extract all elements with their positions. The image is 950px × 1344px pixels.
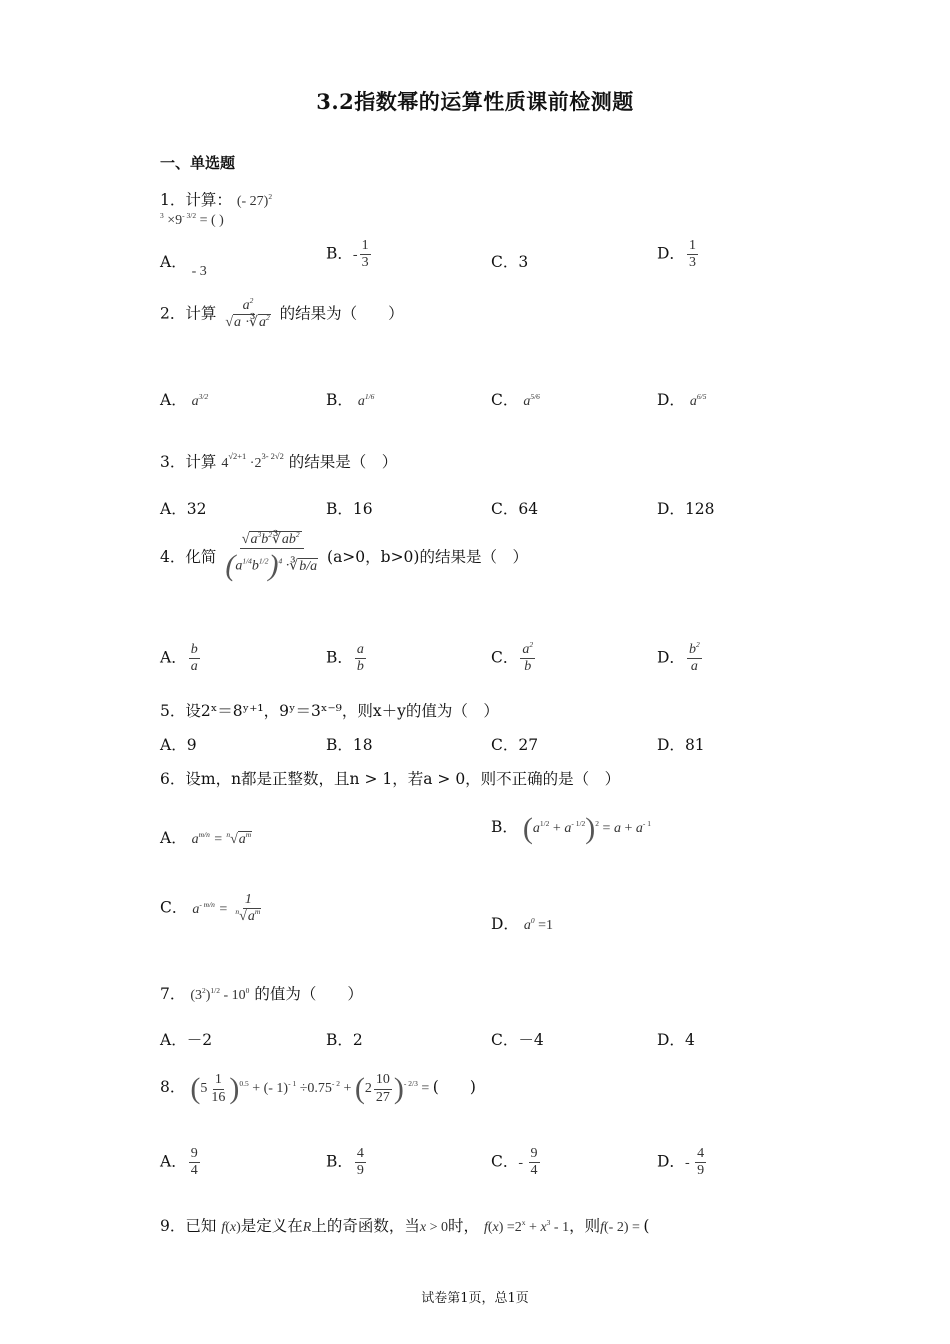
q2-expression: $\frac{a^2}{√a \cdot∛a^2}$: [225, 296, 270, 331]
q1-expression: (- $27)^{2 3} \times 9^{- 3/2}$ = ( ): [160, 192, 273, 228]
question-8: 8． (5 $\frac{1}{16}$ )$^{0.5}$ + (- $1)^{- 1} \div 0.75^{- 2} + (2$ $\frac{10}{27}$ )$^{- 2/3}$ = ( ): [160, 1072, 476, 1105]
q1-option-d[interactable]: D． $\frac{1}{3}$: [657, 238, 696, 271]
question-5: 5．设2ˣ＝8ʸ⁺¹，9ʸ＝3ˣ⁻⁹，则x＋y的值为（ ）: [160, 702, 499, 720]
q4-option-d[interactable]: D． $\frac{b^2}{a}$: [657, 640, 700, 675]
question-6: 6．设m，n都是正整数，且n > 1，若a > 0，则不正确的是（ ）: [160, 770, 621, 788]
q3-option-c[interactable]: C．64: [491, 500, 539, 518]
q8-option-a[interactable]: A． $\frac{9}{4}$: [160, 1146, 198, 1179]
page-footer: 试卷第1页，总1页: [421, 1291, 529, 1306]
q6-option-b[interactable]: B． $(a^{1/2} + a^{- 1/2})^2 = a + a^{- 1}$: [491, 812, 651, 845]
question-3: 3．计算 $4^{√2+1} \cdot 2^{3- 2√2}$ 的结果是（ ）: [160, 451, 398, 471]
q8-option-b[interactable]: B． $\frac{4}{9}$: [326, 1146, 364, 1179]
question-1: 1．计算： (- $27)^{2 3} \times 9^{- 3/2}$ = ( ): [160, 191, 273, 228]
q5-option-a[interactable]: A．9: [160, 736, 197, 754]
question-4: 4．化简 $\frac{√a^3b^2∛ab^2}{(a^{1/4}b^{1/2})^4 \cdot∛b/a}$ (a>0，b>0)的结果是（ ）: [160, 530, 528, 583]
q4-option-a[interactable]: A． $\frac{b}{a}$: [160, 642, 198, 675]
q4-option-c[interactable]: C． $\frac{a^2}{b}$: [491, 640, 534, 675]
q2-option-a[interactable]: A． $a^{3/2}$: [160, 391, 209, 409]
section-heading: 一、单选题: [160, 154, 236, 172]
q7-expression: $(3^2)^{1/2} - 10^0$: [190, 986, 250, 1003]
question-2: 2．计算 $\frac{a^2}{√a \cdot∛a^2}$ 的结果为（ ）: [160, 296, 404, 331]
q6-option-a[interactable]: A． $a^{m/n} = ^n√a^m$: [160, 829, 252, 847]
q6-option-c[interactable]: C． $a^{- m/n}$ = $\frac{1}{^n√a^m}$: [160, 892, 261, 925]
q6-option-d[interactable]: D． $a^0 =1$: [491, 915, 554, 933]
q2-option-b[interactable]: B． $a^{1/6}$: [326, 391, 375, 409]
q5-option-d[interactable]: D．81: [657, 736, 705, 754]
q4-expression: $\frac{√a^3b^2∛ab^2}{(a^{1/4}b^{1/2})^4 \cdot∛b/a}$: [225, 530, 318, 583]
q7-option-a[interactable]: A．－2: [160, 1031, 213, 1049]
q4-option-b[interactable]: B． $\frac{a}{b}$: [326, 642, 364, 675]
q3-option-a[interactable]: A．32: [160, 500, 207, 518]
question-7: 7． $(3^2)^{1/2} - 10^0$ 的值为（ ）: [160, 985, 363, 1003]
q1-option-a[interactable]: A． - 3: [160, 253, 207, 279]
q5-option-b[interactable]: B．18: [326, 736, 373, 754]
q3-option-b[interactable]: B．16: [326, 500, 373, 518]
q7-option-c[interactable]: C．－4: [491, 1031, 544, 1049]
q8-option-c[interactable]: C．- $\frac{9}{4}$: [491, 1146, 538, 1179]
q1-option-b[interactable]: B．- $\frac{1}{3}$: [326, 238, 369, 271]
q3-option-d[interactable]: D．128: [657, 500, 715, 518]
q2-option-d[interactable]: D． $a^{6/5}$: [657, 391, 707, 409]
q1-option-c[interactable]: C．3: [491, 253, 529, 271]
page-title: 3.2指数幂的运算性质课前检测题: [316, 89, 634, 114]
q8-option-d[interactable]: D．- $\frac{4}{9}$: [657, 1146, 705, 1179]
q7-option-d[interactable]: D．4: [657, 1031, 695, 1049]
q8-expression: (5 $\frac{1}{16}$ )$^{0.5}$ + (- $1)^{- 1} \div 0.75^{- 2} + (2$ $\frac{10}{27}$ )$^{- 2/3}$ =: [190, 1072, 433, 1105]
q5-option-c[interactable]: C．27: [491, 736, 539, 754]
q3-expression: $4^{√2+1} \cdot 2^{3- 2√2}$: [221, 451, 284, 471]
q7-option-b[interactable]: B．2: [326, 1031, 363, 1049]
question-9: 9．已知 f(x)是定义在R上的奇函数，当x > 0时， $f(x) =2^x + x^3 - 1$，则f(- 2) = (: [160, 1217, 650, 1235]
q2-option-c[interactable]: C． $a^{5/6}$: [491, 391, 540, 409]
